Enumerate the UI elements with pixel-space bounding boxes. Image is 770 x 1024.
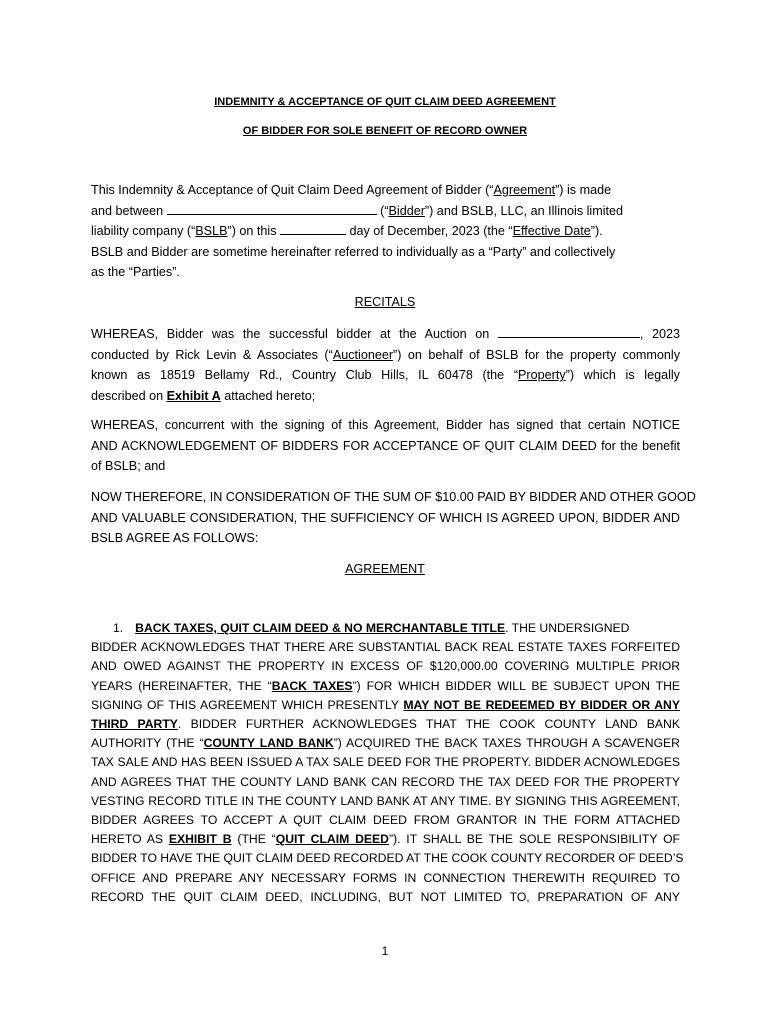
auction-date-blank[interactable] xyxy=(498,324,640,338)
section-line: AND OWED AGAINST THE PROPERTY IN EXCESS OF $120,000.00 COVERING MULTIPLE PRIOR xyxy=(91,659,680,674)
recital-line: described on Exhibit A attached hereto; xyxy=(91,388,316,403)
document-title-line-1: INDEMNITY & ACCEPTANCE OF QUIT CLAIM DEED AGREEMENT xyxy=(214,96,556,108)
section-line: BIDDER ACKNOWLEDGES THAT THERE ARE SUBSTANTIAL BACK REAL ESTATE TAXES FORFEITED xyxy=(91,640,680,655)
bidder-name-blank[interactable] xyxy=(167,201,377,215)
intro-line: liability company (“BSLB”) on this day of December, 2023 (the “Effective Date”). xyxy=(91,221,680,242)
section-line: THIRD PARTY. BIDDER FURTHER ACKNOWLEDGES THAT THE COOK COUNTY LAND BANK xyxy=(91,717,680,732)
intro-line: and between (“Bidder”) and BSLB, LLC, an Illinois limited xyxy=(91,201,680,222)
property-term: Property xyxy=(518,368,566,383)
section-line: 1. BACK TAXES, QUIT CLAIM DEED & NO MERCHANTABLE TITLE. THE UNDERSIGNED xyxy=(113,621,630,635)
section-line: AUTHORITY (THE “COUNTY LAND BANK”) ACQUIRED THE BACK TAXES THROUGH A SCAVENGER xyxy=(91,736,680,751)
recital-line: of BSLB; and xyxy=(91,459,166,474)
page-number: 1 xyxy=(381,944,389,958)
exhibit-a-ref: Exhibit A xyxy=(166,388,221,403)
back-taxes-term: BACK TAXES xyxy=(271,678,353,693)
section-line: HERETO AS EXHIBIT B (THE “QUIT CLAIM DEED”). IT SHALL BE THE SOLE RESPONSIBILITY OF xyxy=(91,832,680,847)
intro-line: as the “Parties”. xyxy=(91,265,180,280)
recital-line: WHEREAS, Bidder was the successful bidder at the Auction on , 2023 xyxy=(91,324,680,345)
document-title-line-2: OF BIDDER FOR SOLE BENEFIT OF RECORD OWNER xyxy=(242,125,528,137)
section-1-paragraph xyxy=(91,619,684,907)
section-line: TAX SALE AND HAS BEEN ISSUED A TAX SALE DEED FOR THE PROPERTY. BIDDER ACNOWLEDGES xyxy=(91,755,680,770)
agreement-term: Agreement xyxy=(493,183,556,197)
intro-line: BSLB and Bidder are sometime hereinafter referred to individually as a “Party” and collectively xyxy=(91,244,616,259)
section-line: RECORD THE QUIT CLAIM DEED, INCLUDING, BUT NOT LIMITED TO, PREPARATION OF ANY xyxy=(91,889,680,904)
recital-line: known as 18519 Bellamy Rd., Country Club Hills, IL 60478 (the “Property”) which is legally xyxy=(91,368,680,383)
quit-claim-deed-term: QUIT CLAIM DEED xyxy=(275,832,389,847)
now-therefore-paragraph xyxy=(91,487,696,549)
section-title: BACK TAXES, QUIT CLAIM DEED & NO MERCHANTABLE TITLE xyxy=(135,621,506,635)
not-redeemed-clause: MAY NOT BE REDEEMED BY BIDDER OR ANY xyxy=(403,697,680,712)
section-line: YEARS (HEREINAFTER, THE “BACK TAXES”) FOR WHICH BIDDER WILL BE SUBJECT UPON THE xyxy=(91,678,680,693)
third-party-clause: THIRD PARTY xyxy=(91,717,178,732)
exhibit-b-ref: EXHIBIT B xyxy=(168,832,232,847)
auctioneer-term: Auctioneer xyxy=(332,347,394,362)
section-line: SIGNING OF THIS AGREEMENT WHICH PRESENTLY MAY NOT BE REDEEMED BY BIDDER OR ANY xyxy=(91,697,680,712)
intro-paragraph xyxy=(91,180,680,283)
intro-line: This Indemnity & Acceptance of Quit Claim Deed Agreement of Bidder (“Agreement”) is made xyxy=(91,183,612,197)
recital-paragraph-2 xyxy=(91,415,680,477)
bslb-term: BSLB xyxy=(195,224,228,239)
day-blank[interactable] xyxy=(280,221,346,235)
effective-date-term: Effective Date xyxy=(512,224,591,239)
section-line: AND AGREES THAT THE COUNTY LAND BANK CAN RECORD THE TAX DEED FOR THE PROPERTY xyxy=(91,774,680,789)
recital-line: conducted by Rick Levin & Associates (“Auctioneer”) on behalf of BSLB for the property commonly xyxy=(91,347,681,362)
county-land-bank-term: COUNTY LAND BANK xyxy=(203,736,334,751)
section-line: BIDDER TO HAVE THE QUIT CLAIM DEED RECORDED AT THE COOK COUNTY RECORDER OF DEED’S xyxy=(91,851,684,866)
bidder-term: Bidder xyxy=(388,203,425,218)
section-line: VESTING RECORD TITLE IN THE COUNTY LAND BANK AT ANY TIME. BY SIGNING THIS AGREEMENT, xyxy=(91,793,680,808)
recital-line: AND ACKNOWLEDGEMENT OF BIDDERS FOR ACCEPTANCE OF QUIT CLAIM DEED for the benefit xyxy=(91,438,680,453)
agreement-heading: AGREEMENT xyxy=(345,562,425,576)
section-number: 1. xyxy=(113,621,124,635)
recital-line: NOW THEREFORE, IN CONSIDERATION OF THE SUM OF $10.00 PAID BY BIDDER AND OTHER GOOD xyxy=(91,490,696,504)
recital-line: WHEREAS, concurrent with the signing of this Agreement, Bidder has signed that certain NOTICE xyxy=(91,418,680,432)
section-line: BIDDER AGREES TO ACCEPT A QUIT CLAIM DEED FROM GRANTOR IN THE FORM ATTACHED xyxy=(91,813,680,828)
recital-line: AND VALUABLE CONSIDERATION, THE SUFFICIENCY OF WHICH IS AGREED UPON, BIDDER AND xyxy=(91,510,680,525)
recitals-heading: RECITALS xyxy=(354,295,416,309)
recital-paragraph-1 xyxy=(91,324,680,406)
section-line: OFFICE AND PREPARE ANY NECESSARY FORMS IN CONNECTION THEREWITH REQUIRED TO xyxy=(91,870,680,885)
recital-line: BSLB AGREE AS FOLLOWS: xyxy=(91,531,259,546)
